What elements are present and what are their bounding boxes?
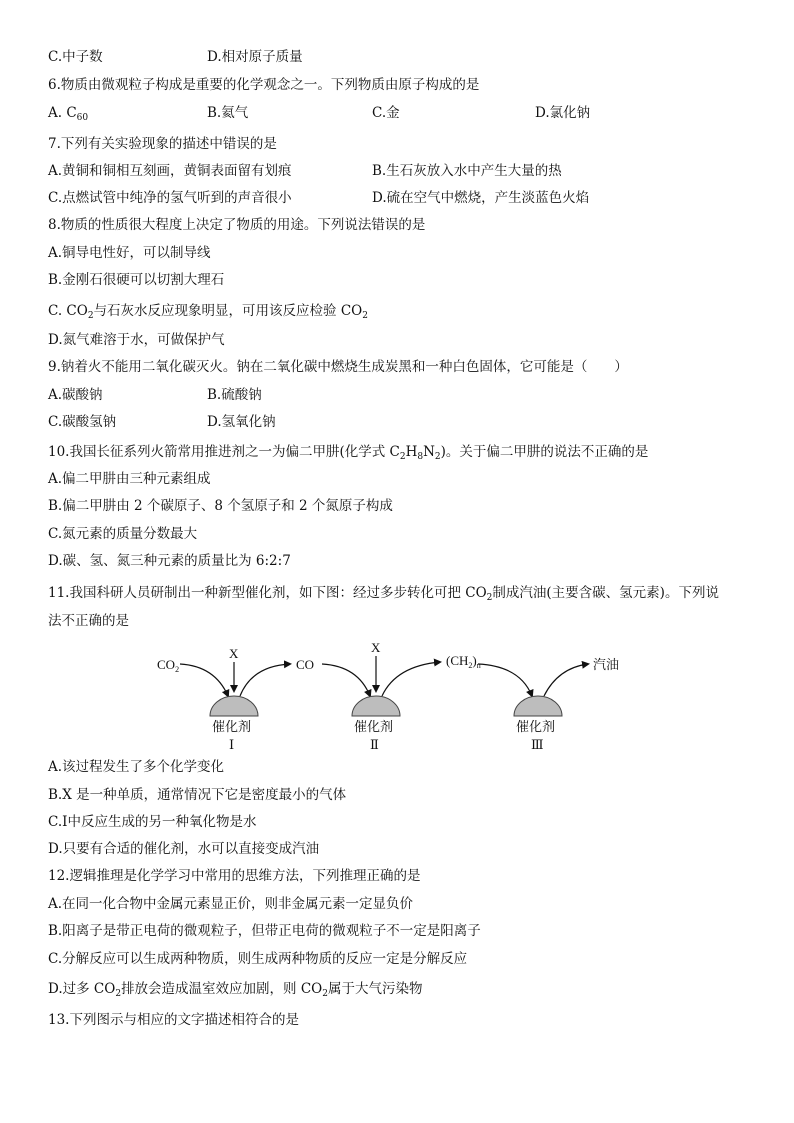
q11-stem-continued: 法不正确的是 (48, 613, 129, 629)
q8-option-c: C. $CO_2$与石灰水反应现象明显，可用该反应检验 $CO_2$ (48, 303, 368, 321)
q9-option-b: B.硫酸钠 (207, 387, 262, 403)
arrow-co-out (240, 664, 290, 696)
q12-option-a: A.在同一化合物中金属元素显正价，则非金属元素一定显负价 (48, 896, 414, 912)
x-reactant-1: X (229, 646, 239, 661)
q6-option-c: C.金 (372, 105, 400, 121)
q10-option-a: A.偏二甲肼由三种元素组成 (48, 471, 211, 487)
ch2n-label: $(CH_2)_n$ (446, 653, 481, 670)
q10-option-b: B.偏二甲肼由 2 个碳原子、8 个氢原子和 2 个氮原子构成 (48, 498, 393, 514)
q6-stem: 6.物质由微观粒子构成是重要的化学观念之一。下列物质由原子构成的是 (48, 77, 480, 93)
co-label: CO (296, 657, 315, 672)
q6-option-b: B.氦气 (207, 105, 249, 121)
catalyst-conversion-diagram (140, 636, 640, 756)
q8-option-d: D.氮气难溶于水，可做保护气 (48, 332, 225, 348)
catalyst-3-label: 催化剂 (516, 719, 556, 734)
gasoline-label: 汽油 (593, 657, 620, 672)
stage-1-label: Ⅰ (229, 737, 235, 752)
q6-option-a: A. $C_{60}$ (48, 105, 89, 123)
q12-option-b: B.阳离子是带正电荷的微观粒子，但带正电荷的微观粒子不一定是阳离子 (48, 923, 481, 939)
q12-stem: 12.逻辑推理是化学学习中常用的思维方法，下列推理正确的是 (48, 868, 421, 884)
q8-stem: 8.物质的性质很大程度上决定了物质的用途。下列说法错误的是 (48, 217, 426, 233)
catalyst-3-dome (514, 696, 562, 716)
catalyst-2-dome (352, 696, 400, 716)
q7-option-b: B.生石灰放入水中产生大量的热 (372, 163, 562, 179)
catalyst-1-label: 催化剂 (212, 719, 252, 734)
q5-option-d: D.相对原子质量 (207, 49, 303, 65)
q12-option-d: D.过多 $CO_2$排放会造成温室效应加剧，则 $CO_2$属于大气污染物 (48, 981, 423, 999)
stage-2-label: Ⅱ (370, 737, 379, 752)
q9-option-c: C.碳酸氢钠 (48, 414, 117, 430)
q9-stem: 9.钠着火不能用二氧化碳灭火。钠在二氧化碳中燃烧生成炭黑和一种白色固体，它可能是（ ） (48, 359, 628, 375)
q10-stem: 10.我国长征系列火箭常用推进剂之一为偏二甲肼(化学式 $C_2H_8N_2$)。关于偏二甲肼的说法不正确的是 (48, 444, 649, 462)
q8-option-a: A.铜导电性好，可以制导线 (48, 245, 211, 261)
arrow-co2-in (180, 664, 228, 696)
arrow-gasoline-out (544, 664, 588, 696)
q6-option-d: D.氯化钠 (535, 105, 591, 121)
stage-3-label: Ⅲ (531, 737, 544, 752)
q8-option-b: B.金刚石很硬可以切割大理石 (48, 272, 225, 288)
q12-option-c: C.分解反应可以生成两种物质，则生成两种物质的反应一定是分解反应 (48, 951, 468, 967)
co2-label: $CO_2$ (157, 657, 180, 674)
q9-option-d: D.氢氧化钠 (207, 414, 276, 430)
x-reactant-2: X (371, 640, 381, 655)
q11-option-d: D.只要有合适的催化剂，水可以直接变成汽油 (48, 841, 320, 857)
q7-option-d: D.硫在空气中燃烧，产生淡蓝色火焰 (372, 190, 590, 206)
arrow-co-in (322, 664, 370, 696)
catalyst-2-label: 催化剂 (354, 719, 394, 734)
catalyst-1-dome (210, 696, 258, 716)
q11-stem: 11.我国科研人员研制出一种新型催化剂，如下图：经过多步转化可把 $CO_2$制成汽油(主要含碳、氢元素)。下列说 (48, 585, 719, 603)
q7-stem: 7.下列有关实验现象的描述中错误的是 (48, 136, 277, 152)
arrow-ch2-out (382, 662, 440, 696)
q13-stem: 13.下列图示与相应的文字描述相符合的是 (48, 1012, 299, 1028)
q11-option-b: B.X 是一种单质，通常情况下它是密度最小的气体 (48, 787, 347, 803)
q5-option-c: C.中子数 (48, 49, 103, 65)
q11-option-c: C.Ⅰ中反应生成的另一种氧化物是水 (48, 814, 257, 830)
q9-option-a: A.碳酸钠 (48, 387, 103, 403)
q7-option-c: C.点燃试管中纯净的氢气听到的声音很小 (48, 190, 292, 206)
q11-option-a: A.该过程发生了多个化学变化 (48, 759, 225, 775)
q10-option-d: D.碳、氢、氮三种元素的质量比为 6:2:7 (48, 553, 291, 569)
q10-option-c: C.氮元素的质量分数最大 (48, 526, 198, 542)
q7-option-a: A.黄铜和铜相互刻画，黄铜表面留有划痕 (48, 163, 292, 179)
arrow-ch2-in (478, 664, 532, 696)
